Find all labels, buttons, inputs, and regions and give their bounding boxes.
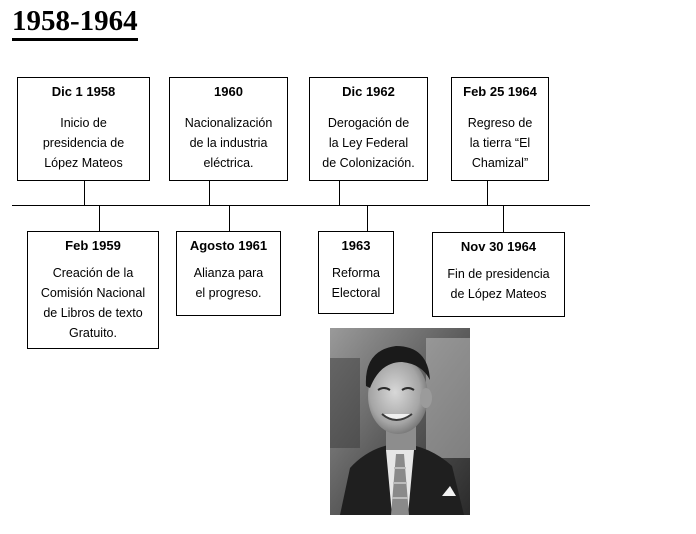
event-description: Reforma Electoral [331, 266, 381, 300]
event-description: Nacionalización de la industria eléctrica. [184, 116, 273, 170]
event-date: Dic 1 1958 [51, 84, 116, 99]
event-description: Creación de la Comisión Nacional de Libros de texto Gratuito. [40, 266, 146, 340]
event-box-agosto-1961 [176, 231, 281, 316]
event-box-1960 [169, 77, 288, 181]
event-description: Inicio de presidencia de López Mateos [42, 116, 125, 170]
event-description: Regreso de la tierra “El Chamizal” [467, 116, 533, 170]
event-description: Fin de presidencia de López Mateos [447, 267, 550, 301]
portrait-photo [330, 328, 470, 515]
event-box-1963 [318, 231, 394, 314]
event-date: Nov 30 1964 [460, 239, 537, 254]
event-date: Dic 1962 [342, 84, 395, 99]
event-date: Agosto 1961 [189, 238, 268, 253]
timeline-tick [84, 181, 85, 205]
page-title: 1958-1964 [12, 4, 138, 41]
event-description: Alianza para el progreso. [193, 266, 264, 300]
event-box-dic-1958 [17, 77, 150, 181]
event-date: 1960 [214, 84, 243, 99]
timeline-tick [339, 181, 340, 205]
timeline-tick [503, 205, 504, 232]
event-description: Derogación de la Ley Federal de Colonización. [322, 116, 415, 170]
event-date: Feb 1959 [65, 238, 121, 253]
timeline-tick [229, 205, 230, 232]
event-box-feb-1964 [451, 77, 549, 181]
timeline-tick [209, 181, 210, 205]
event-box-nov-1964 [432, 232, 565, 317]
event-date: Feb 25 1964 [463, 84, 537, 99]
timeline-tick [367, 205, 368, 232]
timeline-tick [99, 205, 100, 232]
event-date: 1963 [341, 238, 371, 253]
event-box-dic-1962 [309, 77, 428, 181]
timeline-tick [487, 181, 488, 205]
event-box-feb-1959 [27, 231, 159, 349]
